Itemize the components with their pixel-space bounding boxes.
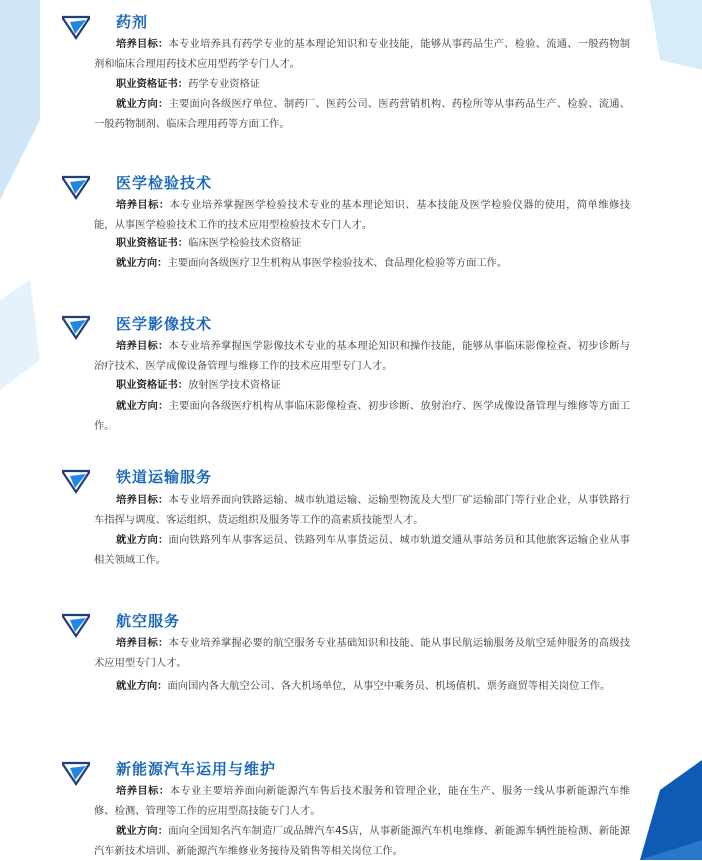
direction-text: 主要面向各级医疗卫生机构从事医学检验技术、食品理化检验等方面工作。 xyxy=(167,257,508,269)
goal-text: 本专业主要培养面向新能源汽车售后技术服务和管理企业，能在生产、服务一线从事新能源汽车维修、检测、管理等工作的应用型高技能专门人才。 xyxy=(94,785,631,817)
goal-label: 培养目标： xyxy=(116,637,169,649)
cert-label: 职业资格证书： xyxy=(116,379,189,391)
major-title: 医学检验技术 xyxy=(116,174,213,192)
goal-text: 本专业培养具有药学专业的基本理论知识和专业技能，能够从事药品生产、检验、流通、一般药物制剂和临床合理用药技术应用型药学专门人才。 xyxy=(94,38,631,70)
goal-paragraph xyxy=(94,34,630,74)
direction-label: 就业方向： xyxy=(116,534,169,546)
direction-label: 就业方向： xyxy=(116,98,169,110)
major-title: 航空服务 xyxy=(116,612,181,630)
goal-label: 培养目标： xyxy=(116,494,169,506)
goal-text: 本专业培养掌握医学影像技术专业的基本理论知识和操作技能，能够从事临床影像检查、初步诊断与治疗技术、医学成像设备管理与维修工作的技术应用型专门人才。 xyxy=(94,340,631,372)
major-title: 铁道运输服务 xyxy=(116,468,213,486)
major-title: 医学影像技术 xyxy=(116,315,213,333)
direction-paragraph xyxy=(94,94,630,134)
cert-label: 职业资格证书： xyxy=(116,237,189,249)
goal-text: 本专业培养掌握医学检验技术专业的基本理论知识、基本技能及医学检验仪器的使用，简单维修技能，从事医学检验技术工作的技术应用型检验技术专门人才。 xyxy=(94,199,631,231)
direction-paragraph xyxy=(94,821,630,861)
blue-triangle-icon xyxy=(62,14,90,40)
cert-label: 职业资格证书： xyxy=(116,78,189,90)
cert-text: 药学专业资格证 xyxy=(188,78,261,90)
cert-paragraph xyxy=(94,375,630,395)
direction-paragraph xyxy=(94,253,630,273)
blue-triangle-icon xyxy=(62,174,90,200)
blue-triangle-icon xyxy=(62,468,90,494)
direction-label: 就业方向： xyxy=(116,825,169,837)
direction-label: 就业方向： xyxy=(116,400,169,412)
direction-text: 面向国内各大航空公司、各大机场单位，从事空中乘务员、机场值机、票务商贸等相关岗位工作。 xyxy=(167,680,611,692)
blue-triangle-icon xyxy=(62,314,90,340)
goal-label: 培养目标： xyxy=(116,38,169,50)
direction-paragraph xyxy=(94,530,630,570)
cert-paragraph xyxy=(94,233,630,253)
direction-text: 面向铁路列车从事客运员、铁路列车从事货运员、城市轨道交通从事站务员和其他旅客运输企业从事相关领域工作。 xyxy=(94,534,631,566)
major-title: 新能源汽车运用与维护 xyxy=(116,760,277,778)
cert-paragraph xyxy=(94,74,630,94)
direction-label: 就业方向： xyxy=(116,257,168,269)
blue-triangle-icon xyxy=(62,760,90,786)
goal-paragraph xyxy=(94,490,630,530)
goal-text: 本专业培养面向铁路运输、城市轨道运输、运输型物流及大型厂矿运输部门等行业企业，从事铁路行车指挥与调度、客运组织、货运组织及服务等工作的高素质技能型人才。 xyxy=(94,494,631,526)
direction-text: 主要面向各级医疗单位、制药厂、医药公司、医药营销机构、药检所等从事药品生产、检验、流通、一般药物制剂、临床合理用药等方面工作。 xyxy=(94,98,631,130)
direction-text: 主要面向各级医疗机构从事临床影像检查、初步诊断、放射治疗、医学成像设备管理与维修等方面工作。 xyxy=(94,400,631,432)
goal-text: 本专业培养掌握必要的航空服务专业基础知识和技能、能从事民航运输服务及航空延伸服务的高级技术应用型专门人才。 xyxy=(94,637,631,669)
goal-paragraph xyxy=(94,633,630,673)
goal-paragraph xyxy=(94,195,630,235)
blue-triangle-icon xyxy=(62,612,90,638)
goal-label: 培养目标： xyxy=(116,199,170,211)
direction-paragraph xyxy=(94,676,630,696)
goal-paragraph xyxy=(94,781,630,821)
major-title: 药剂 xyxy=(116,13,149,31)
goal-label: 培养目标： xyxy=(116,785,170,797)
direction-text: 面向全国知名汽车制造厂或品牌汽车4S店，从事新能源汽车机电维修、新能源车辆性能检测、新能源汽车新技术培训、新能源汽车维修业务接待及销售等相关岗位工作。 xyxy=(94,825,631,857)
cert-text: 放射医学技术资格证 xyxy=(188,379,281,391)
goal-label: 培养目标： xyxy=(116,340,169,352)
cert-text: 临床医学检验技术资格证 xyxy=(188,237,302,249)
direction-label: 就业方向： xyxy=(116,680,168,692)
direction-paragraph xyxy=(94,396,630,436)
goal-paragraph xyxy=(94,336,630,376)
